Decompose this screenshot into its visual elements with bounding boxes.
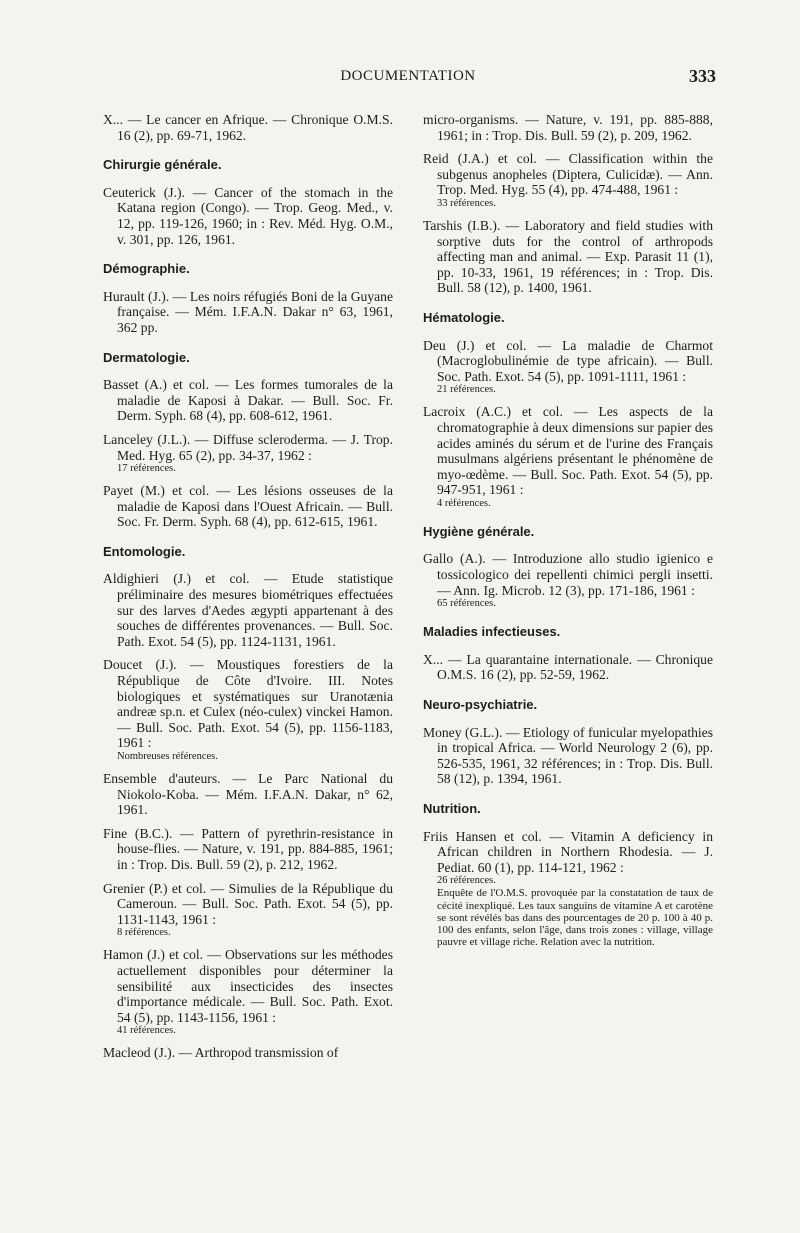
entry-reference-count: 17 références.: [117, 463, 176, 475]
page-header: [100, 66, 716, 92]
entry-citation: Aldighieri (J.) et col. — Etude statistique préliminaire des mesures biométriques effectuées sur des larves d'Aedes ægypti appartenant à des souches de différentes provenances. — Bull. Soc. Path. Exot. 54 (5), pp. 1124-1131, 1961.: [103, 571, 393, 649]
section-heading: Chirurgie générale.: [103, 157, 222, 173]
entry-citation: Reid (J.A.) et col. — Classification within the subgenus anopheles (Diptera, Culicidæ). — Ann. Trop. Med. Hyg. 55 (4), pp. 474-488, 1961 :: [423, 151, 713, 198]
bibliography-entry: [103, 483, 393, 530]
entry-citation: Tarshis (I.B.). — Laboratory and field studies with sorptive duts for the control of arthropods affecting man and animal. — Exp. Parasit 11 (1), pp. 10-33, 1961, 19 références; in : Trop. Dis. Bull. 58 (12), p. 1400, 1961.: [423, 217, 713, 296]
bibliography-entry: [423, 725, 713, 787]
bibliography-entry: [103, 947, 393, 1037]
entry-reference-count: 41 références.: [117, 1025, 176, 1037]
entry-reference-count: Nombreuses références.: [117, 751, 218, 762]
entry-citation: Lacroix (A.C.) et col. — Les aspects de la chromatographie à deux dimensions sur papier des acides aminés du sérum et de l'urine des Français musulmans algériens présentant le phénomène de myo-œdème. — Bull. Soc. Path. Exot. 54 (5), pp. 947-951, 1961 :: [423, 404, 713, 498]
bibliography-entry: [103, 1045, 393, 1061]
entry-citation: Ensemble d'auteurs. — Le Parc National du Niokolo-Koba. — Mém. I.F.A.N. Dakar, n° 62, 1961.: [103, 771, 393, 818]
bibliography-entry: [103, 657, 393, 763]
entry-abstract-note: Enquête de l'O.M.S. provoquée par la constatation de taux de cécité inexpliqué. Les taux sanguins de vitamine A et carotène se sont révélés bas dans des pourcentages de 20 p. 100 à 40 p. 100 des enfants, selon l'âge, dans trois zones : village, village pauvre et village riche. Relation avec la nutrition.: [437, 887, 713, 949]
entry-citation: Macleod (J.). — Arthropod transmission of: [103, 1045, 339, 1061]
entry-citation: Payet (M.) et col. — Les lésions osseuses de la maladie de Kaposi dans l'Ouest Africain. — Bull. Soc. Fr. Derm. Syph. 68 (4), pp. 612-615, 1961.: [103, 483, 393, 530]
entry-citation: Fine (B.C.). — Pattern of pyrethrin-resistance in house-flies. — Nature, v. 191, pp. 884-885, 1961; in : Trop. Dis. Bull. 59 (2), p. 212, 1962.: [103, 825, 393, 872]
bibliography-entry: [423, 112, 713, 143]
bibliography-entry: [423, 551, 713, 610]
bibliography-entry: [423, 404, 713, 510]
entry-citation: X... — La quarantaine internationale. — Chronique O.M.S. 16 (2), pp. 52-59, 1962.: [423, 651, 713, 683]
bibliography-entry: [103, 826, 393, 873]
running-title: DOCUMENTATION: [340, 68, 476, 84]
entry-reference-count: 21 références.: [437, 384, 496, 396]
bibliography-entry: [103, 771, 393, 818]
entry-citation: Gallo (A.). — Introduzione allo studio igienico e tossicologico dei repellenti chimici pergli insetti. — Ann. Ig. Microb. 12 (3), pp. 171-186, 1961 :: [423, 551, 713, 598]
entry-citation: Friis Hansen et col. — Vitamin A deficiency in African children in Northern Rhodesia. — J. Pediat. 60 (1), pp. 114-121, 1962 :: [423, 828, 713, 875]
section-heading: Hygiène générale.: [423, 523, 535, 539]
bibliography-entry: [103, 185, 393, 247]
entry-citation: Money (G.L.). — Etiology of funicular myelopathies in tropical Africa. — World Neurology 2 (6), pp. 526-535, 1961, 32 références; in : Trop. Dis. Bull. 58 (12), p. 1394, 1961.: [423, 724, 713, 787]
entry-reference-count: 33 références.: [437, 197, 496, 209]
bibliography-entry: [103, 571, 393, 649]
bibliography-entry: [423, 338, 713, 397]
entry-reference-count: 26 références.: [437, 875, 496, 887]
section-heading: Hématologie.: [423, 309, 505, 325]
bibliography-entry: [423, 829, 713, 949]
section-heading: Démographie.: [103, 261, 190, 277]
bibliography-entry: [103, 432, 393, 475]
bibliography-entry: [103, 881, 393, 940]
right-column: [423, 112, 713, 956]
bibliography-entry: [103, 377, 393, 424]
bibliography-entry: [103, 289, 393, 336]
entry-reference-count: 65 références.: [437, 598, 496, 610]
bibliography-entry: [103, 112, 393, 143]
entry-reference-count: 8 références.: [117, 927, 171, 939]
entry-citation: Basset (A.) et col. — Les formes tumorales de la maladie de Kaposi à Dakar. — Bull. Soc. Fr. Derm. Syph. 68 (4), pp. 608-612, 1961.: [103, 377, 393, 424]
entry-citation: Lanceley (J.L.). — Diffuse scleroderma. — J. Trop. Med. Hyg. 65 (2), pp. 34-37, 1962 :: [103, 431, 393, 463]
entry-citation: Deu (J.) et col. — La maladie de Charmot (Macroglobulinémie de type africain). — Bull. Soc. Path. Exot. 54 (5), pp. 1091-1111, 1961 :: [423, 337, 713, 384]
bibliography-entry: [423, 218, 713, 296]
page-number: 333: [689, 66, 716, 86]
entry-citation: Grenier (P.) et col. — Simulies de la République du Cameroun. — Bull. Soc. Path. Exot. 54 (5), pp. 1131-1143, 1961 :: [103, 880, 393, 927]
entry-citation: X... — Le cancer en Afrique. — Chronique O.M.S. 16 (2), pp. 69-71, 1962.: [103, 112, 393, 143]
left-column: [103, 112, 393, 1069]
section-heading: Dermatologie.: [103, 349, 190, 365]
bibliography-entry: [423, 652, 713, 683]
section-heading: Nutrition.: [423, 801, 481, 816]
entry-citation: Hamon (J.) et col. — Observations sur les méthodes actuellement disponibles pour déterminer la sensibilité aux insecticides des insectes d'importance médicale. — Bull. Soc. Path. Exot. 54 (5), pp. 1143-1156, 1961 :: [103, 947, 393, 1025]
section-heading: Entomologie.: [103, 543, 186, 559]
entry-citation: Doucet (J.). — Moustiques forestiers de la République de Côte d'Ivoire. III. Notes biologiques et systématiques sur Uranotænia andreæ sp.n. et Culex (néo-culex) vinckei Hamon. — Bull. Soc. Path. Exot. 54 (5), pp. 1156-1183, 1961 :: [103, 657, 393, 751]
section-heading: Neuro-psychiatrie.: [423, 697, 538, 713]
entry-citation: micro-organisms. — Nature, v. 191, pp. 885-888, 1961; in : Trop. Dis. Bull. 59 (2), p. 209, 1962.: [423, 112, 713, 143]
entry-citation: Ceuterick (J.). — Cancer of the stomach in the Katana region (Congo). — Trop. Geog. Med., v. 12, pp. 119-126, 1960; in : Rev. Méd. Hyg. O.M., v. 301, pp. 126, 1961.: [103, 184, 393, 247]
entry-citation: Hurault (J.). — Les noirs réfugiés Boni de la Guyane française. — Mém. I.F.A.N. Dakar n° 63, 1961, 362 pp.: [103, 288, 393, 335]
section-heading: Maladies infectieuses.: [423, 624, 561, 640]
entry-reference-count: 4 références.: [437, 497, 491, 509]
bibliography-entry: [423, 151, 713, 210]
